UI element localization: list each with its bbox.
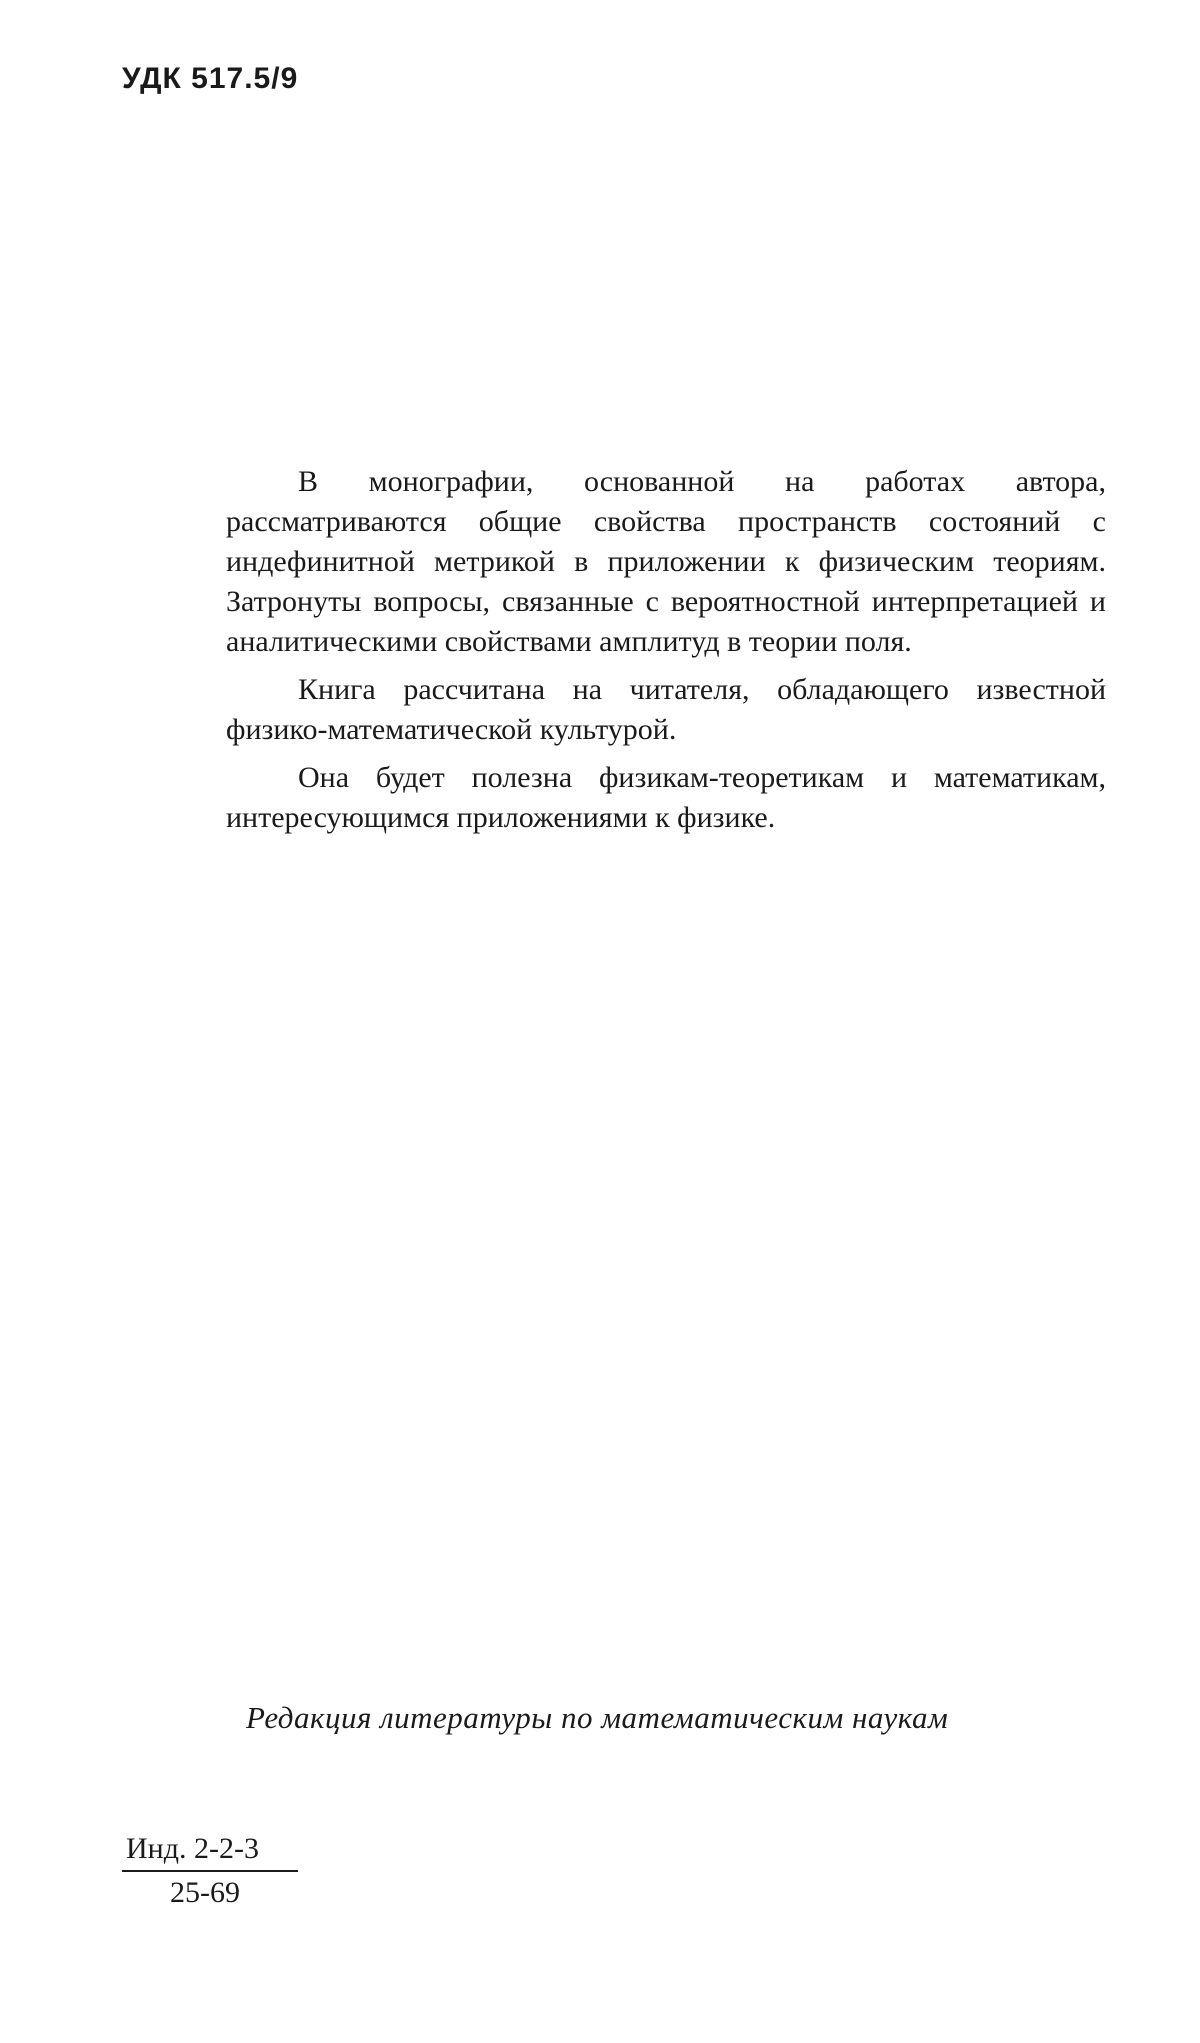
annotation-paragraph-2: Книга рассчитана на читателя, обладающего известной физико-математической культурой. bbox=[226, 673, 1106, 746]
annotation-paragraph-3: Она будет полезна физикам-теоретикам и математикам, интересующимся приложениями к физике. bbox=[226, 761, 1106, 834]
editorial-office-line: Редакция литературы по математическим наукам bbox=[246, 1700, 949, 1735]
index-numerator: Инд. 2-2-3 bbox=[122, 1832, 298, 1872]
annotation-paragraph-1: В монографии, основанной на работах автора, рассматриваются общие свойства пространств состояний с индефинитной метрикой в приложении к физическим теориям. Затронуты вопросы, связанные с вероятностной интерпретацией и аналитическими свойствами амплитуд в теории поля. bbox=[226, 465, 1106, 658]
index-fraction bbox=[122, 1832, 302, 1910]
annotation-block bbox=[226, 462, 1106, 846]
udk-code: УДК 517.5/9 bbox=[122, 62, 299, 95]
index-denominator: 25-69 bbox=[170, 1876, 240, 1909]
